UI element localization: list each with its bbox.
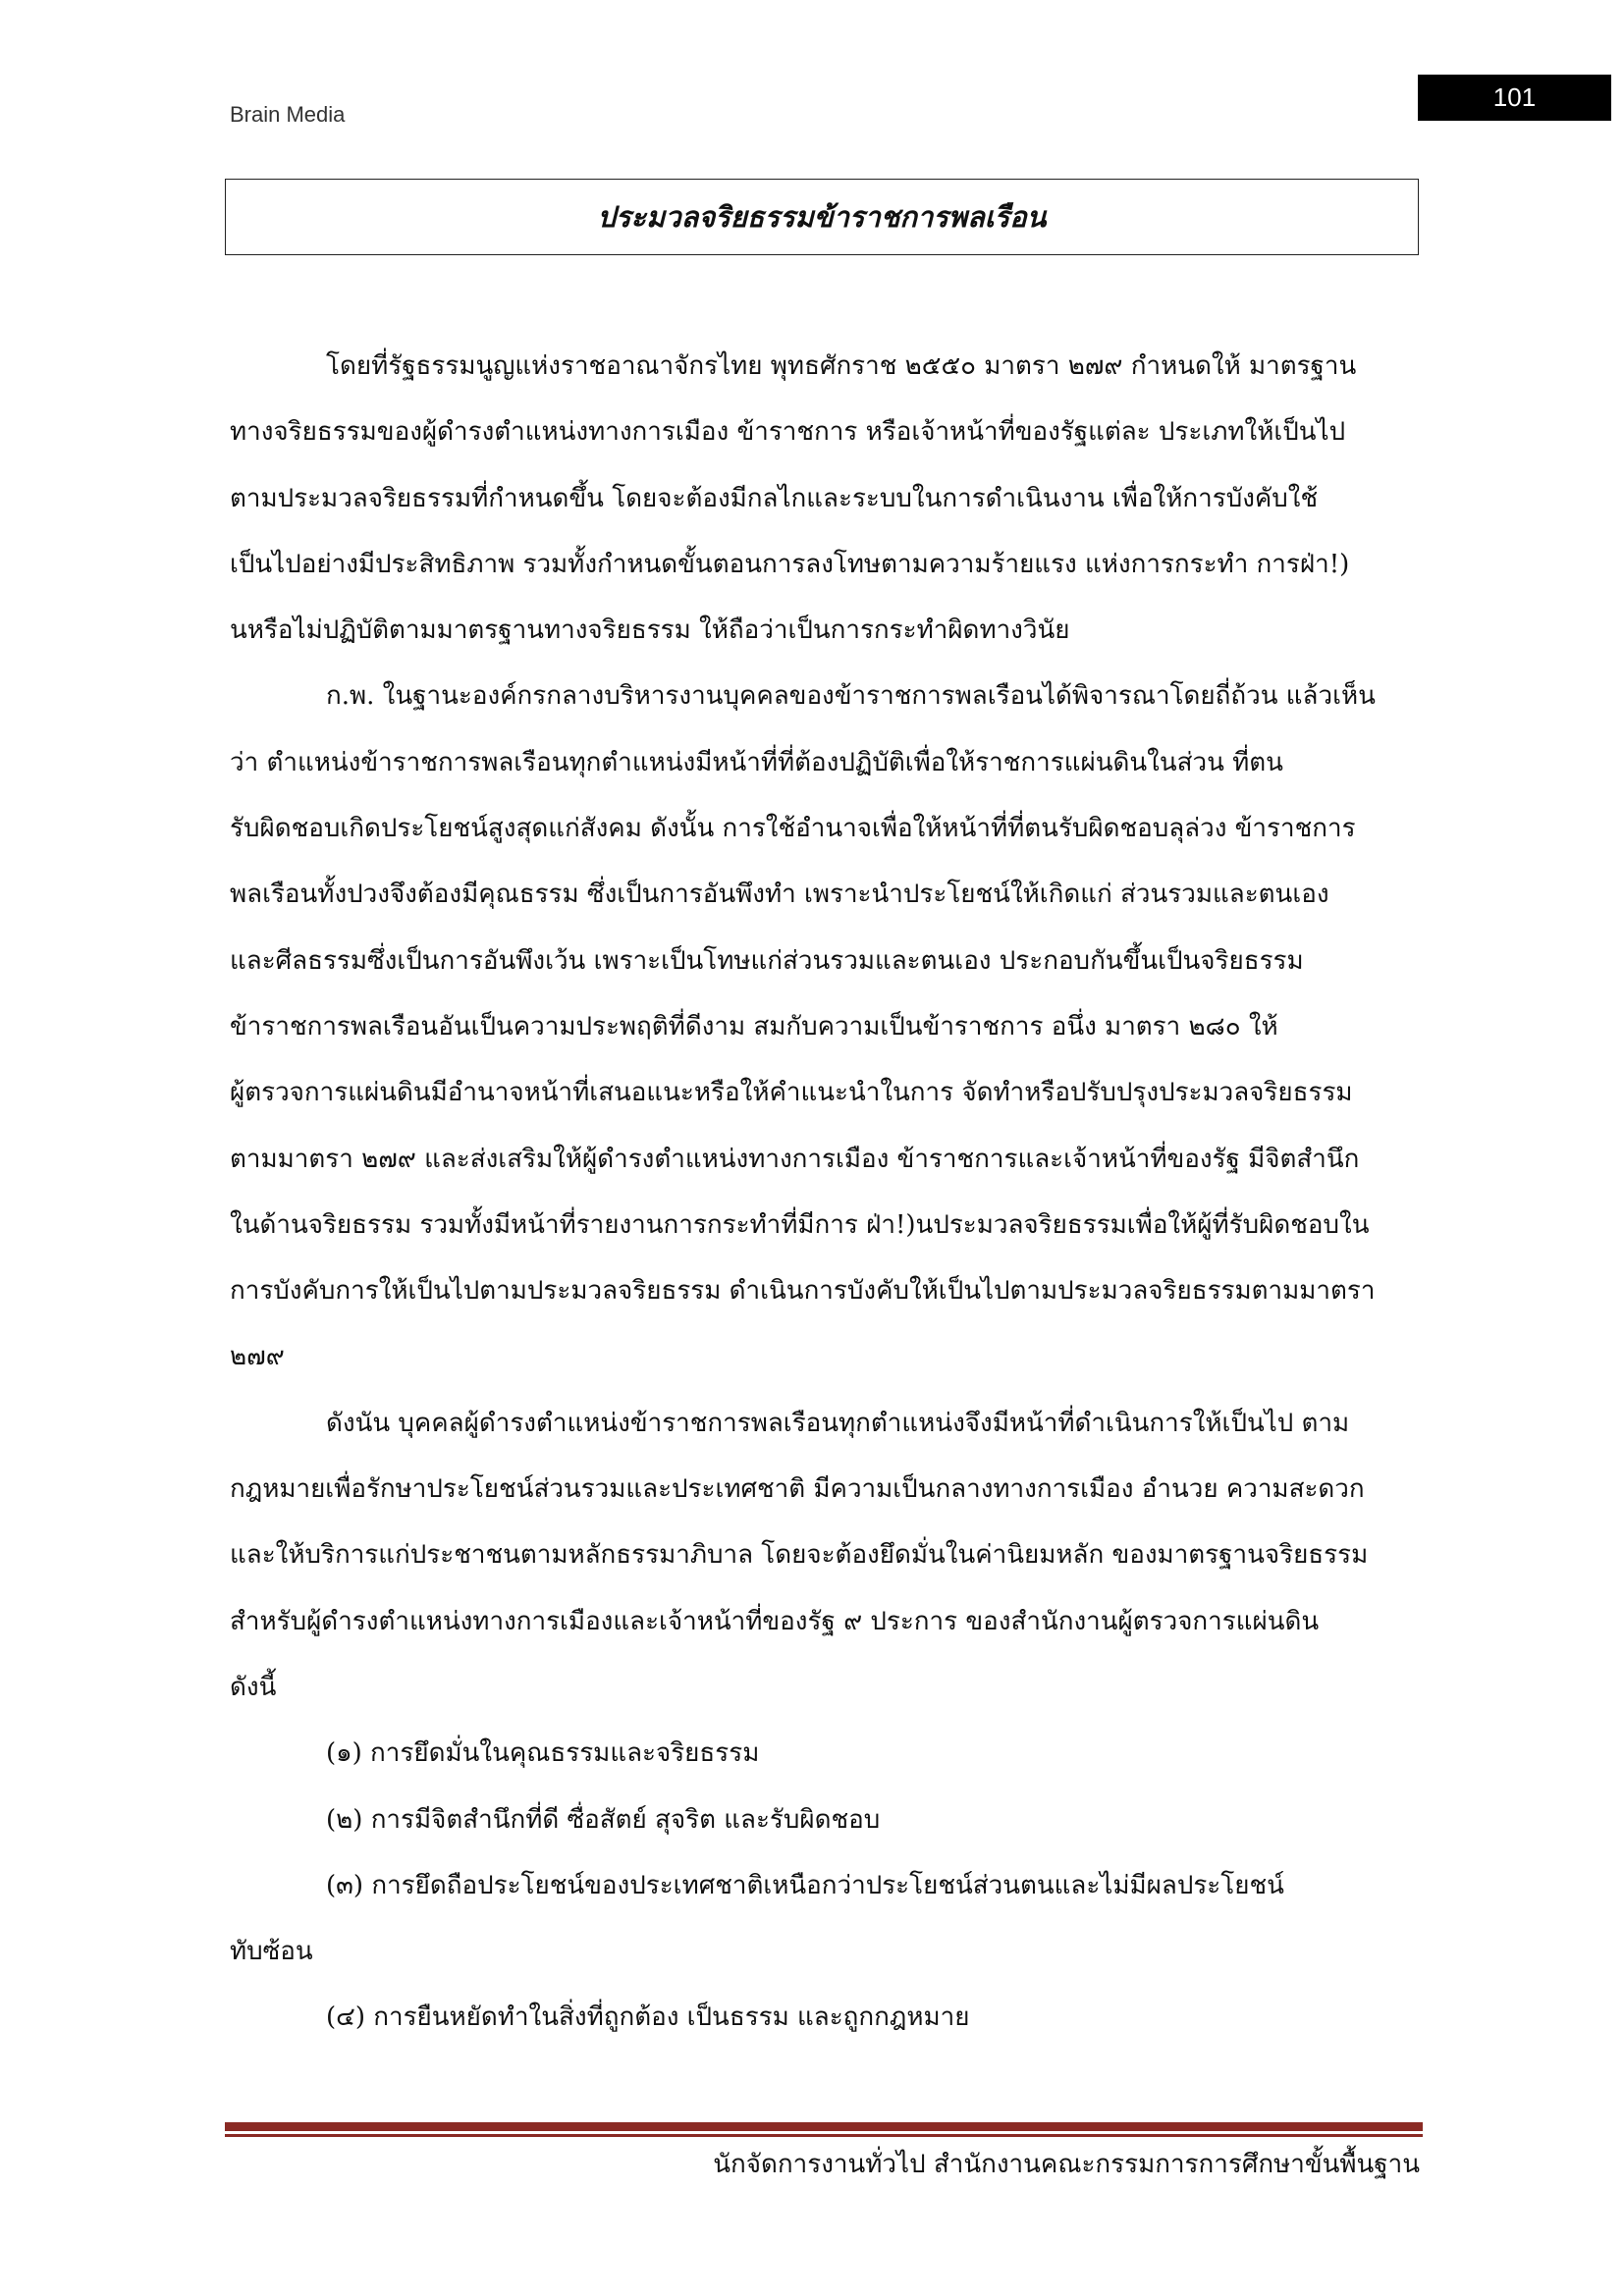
title-box	[225, 179, 1419, 255]
body-line: ๒๗๙	[230, 1342, 285, 1372]
body-line: และศีลธรรมซึ่งเป็นการอันพึงเว้น เพราะเป็นโทษแก่ส่วนรวมและตนเอง ประกอบกันขึ้นเป็นจริยธรรม	[230, 945, 1304, 976]
body-line: เป็นไปอย่างมีประสิทธิภาพ รวมทั้งกำหนดขั้นตอนการลงโทษตามความร้ายแรง แห่งการกระทำ การฝ่า!)	[230, 549, 1350, 579]
body-line: กฎหมายเพื่อรักษาประโยชน์ส่วนรวมและประเทศชาติ มีความเป็นกลางทางการเมือง อำนวย ความสะดวก	[230, 1474, 1365, 1505]
body-line: และให้บริการแก่ประชาชนตามหลักธรรมาภิบาล โดยจะต้องยึดมั่นในค่านิยมหลัก ของมาตรฐานจริยธรรม	[230, 1540, 1369, 1571]
body-line: พลเรือนทั้งปวงจึงต้องมีคุณธรรม ซึ่งเป็นการอันพึงทำ เพราะนำประโยชน์ให้เกิดแก่ ส่วนรวมและตนเอง	[230, 880, 1329, 910]
body-line: ดังนี้	[230, 1672, 277, 1702]
body-line: โดยที่รัฐธรรมนูญแห่งราชอาณาจักรไทย พุทธศักราช ๒๕๕๐ มาตรา ๒๗๙ กำหนดให้ มาตรฐาน	[326, 351, 1357, 381]
body-line: (๑) การยึดมั่นในคุณธรรมและจริยธรรม	[326, 1738, 760, 1769]
body-line: ทางจริยธรรมของผู้ดำรงตำแหน่งทางการเมือง ข้าราชการ หรือเจ้าหน้าที่ของรัฐแต่ละ ประเภทให้เป็นไป	[230, 417, 1346, 448]
header-brand: Brain Media	[230, 102, 346, 127]
body-line: (๒) การมีจิตสำนึกที่ดี ซื่อสัตย์ สุจริต และรับผิดชอบ	[326, 1804, 881, 1835]
body-line: สำหรับผู้ดำรงตำแหน่งทางการเมืองและเจ้าหน้าที่ของรัฐ ๙ ประการ ของสำนักงานผู้ตรวจการแผ่นดิน	[230, 1606, 1320, 1636]
body-line: ดังนัน บุคคลผู้ดำรงตำแหน่งข้าราชการพลเรือนทุกตำแหน่งจึงมีหน้าที่ดำเนินการให้เป็นไป ตาม	[326, 1408, 1350, 1438]
body-line: ผู้ตรวจการแผ่นดินมีอำนาจหน้าที่เสนอแนะหรือให้คำแนะนำในการ จัดทำหรือปรับปรุงประมวลจริยธรรม	[230, 1078, 1353, 1108]
document-title: ประมวลจริยธรรมข้าราชการพลเรือน	[597, 200, 1047, 234]
body-line: ทับซ้อน	[230, 1937, 313, 1967]
body-line: (๔) การยืนหยัดทำในสิ่งที่ถูกต้อง เป็นธรรม และถูกกฎหมาย	[326, 2002, 970, 2033]
footer-text: นักจัดการงานทั่วไป สำนักงานคณะกรรมการการศึกษาขั้นพื้นฐาน	[713, 2150, 1420, 2179]
body-line: ข้าราชการพลเรือนอันเป็นความประพฤติที่ดีงาม สมกับความเป็นข้าราชการ อนึ่ง มาตรา ๒๘๐ ให้	[230, 1011, 1278, 1041]
body-line: (๓) การยึดถือประโยชน์ของประเทศชาติเหนือกว่าประโยชน์ส่วนตนและไม่มีผลประโยชน์	[326, 1870, 1284, 1900]
body-line: ว่า ตำแหน่งข้าราชการพลเรือนทุกตำแหน่งมีหน้าที่ที่ต้องปฏิบัติเพื่อให้ราชการแผ่นดินในส่วน ที่ตน	[230, 747, 1283, 777]
body-line: นหรือไม่ปฏิบัติตามมาตรฐานทางจริยธรรม ให้ถือว่าเป็นการกระทำผิดทางวินัย	[230, 615, 1070, 646]
body-line: ตามประมวลจริยธรรมที่กำหนดขึ้น โดยจะต้องมีกลไกและระบบในการดำเนินงาน เพื่อให้การบังคับใช้	[230, 483, 1319, 513]
footer-rule	[225, 2122, 1423, 2137]
document-body	[230, 334, 1418, 2052]
body-line: รับผิดชอบเกิดประโยชน์สูงสุดแก่สังคม ดังนั้น การใช้อำนาจเพื่อให้หน้าที่ที่ตนรับผิดชอบลุล่วง ข้าราชการ	[230, 814, 1356, 844]
body-line: การบังคับการให้เป็นไปตามประมวลจริยธรรม ดำเนินการบังคับให้เป็นไปตามประมวลจริยธรรมตามมาตรา	[230, 1276, 1376, 1307]
body-line: ตามมาตรา ๒๗๙ และส่งเสริมให้ผู้ดำรงตำแหน่งทางการเมือง ข้าราชการและเจ้าหน้าที่ของรัฐ มีจิตสำนึก	[230, 1144, 1360, 1174]
body-line: ในด้านจริยธรรม รวมทั้งมีหน้าที่รายงานการกระทำที่มีการ ฝ่า!)นประมวลจริยธรรมเพื่อให้ผู้ที่รับผิดชอบใน	[230, 1209, 1370, 1240]
body-line: ก.พ. ในฐานะองค์กรกลางบริหารงานบุคคลของข้าราชการพลเรือนได้พิจารณาโดยถี่ถ้วน แล้วเห็น	[326, 681, 1376, 712]
page-number: 101	[1418, 75, 1611, 121]
